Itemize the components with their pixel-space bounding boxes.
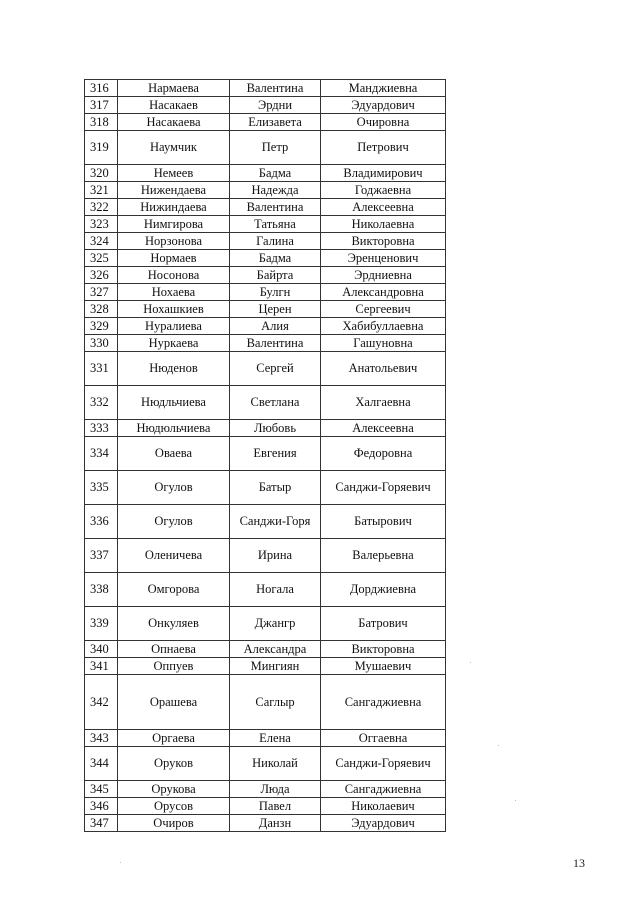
last-name-cell: Омгорова — [118, 573, 230, 607]
row-number-cell: 330 — [85, 335, 118, 352]
patronymic-cell: Мушаевич — [321, 658, 446, 675]
last-name-cell: Нормаев — [118, 250, 230, 267]
last-name-cell: Насакаева — [118, 114, 230, 131]
row-number-cell: 347 — [85, 815, 118, 832]
last-name-cell: Нижиндаева — [118, 199, 230, 216]
patronymic-cell: Валерьевна — [321, 539, 446, 573]
row-number-cell: 339 — [85, 607, 118, 641]
patronymic-cell: Эдуардович — [321, 815, 446, 832]
patronymic-cell: Гашуновна — [321, 335, 446, 352]
table-row — [85, 199, 446, 216]
last-name-cell: Орукова — [118, 781, 230, 798]
last-name-cell: Орусов — [118, 798, 230, 815]
row-number-cell: 334 — [85, 437, 118, 471]
table-row — [85, 815, 446, 832]
table-row — [85, 182, 446, 199]
table-row — [85, 216, 446, 233]
table-row — [85, 539, 446, 573]
first-name-cell: Елизавета — [230, 114, 321, 131]
row-number-cell: 320 — [85, 165, 118, 182]
last-name-cell: Наумчик — [118, 131, 230, 165]
row-number-cell: 328 — [85, 301, 118, 318]
first-name-cell: Ногала — [230, 573, 321, 607]
table-row — [85, 420, 446, 437]
patronymic-cell: Сангаджиевна — [321, 781, 446, 798]
scan-speck — [498, 745, 499, 746]
patronymic-cell: Владимирович — [321, 165, 446, 182]
first-name-cell: Светлана — [230, 386, 321, 420]
patronymic-cell: Петрович — [321, 131, 446, 165]
first-name-cell: Павел — [230, 798, 321, 815]
table-row — [85, 80, 446, 97]
patronymic-cell: Николаевич — [321, 798, 446, 815]
row-number-cell: 329 — [85, 318, 118, 335]
table-row — [85, 573, 446, 607]
patronymic-cell: Санджи-Горяевич — [321, 471, 446, 505]
row-number-cell: 325 — [85, 250, 118, 267]
table-row — [85, 318, 446, 335]
row-number-cell: 332 — [85, 386, 118, 420]
last-name-cell: Нохаева — [118, 284, 230, 301]
row-number-cell: 338 — [85, 573, 118, 607]
last-name-cell: Нюдюльчиева — [118, 420, 230, 437]
first-name-cell: Николай — [230, 747, 321, 781]
first-name-cell: Бадма — [230, 250, 321, 267]
patronymic-cell: Годжаевна — [321, 182, 446, 199]
patronymic-cell: Оггаевна — [321, 730, 446, 747]
patronymic-cell: Хабибуллаевна — [321, 318, 446, 335]
last-name-cell: Нуркаева — [118, 335, 230, 352]
table-row — [85, 747, 446, 781]
last-name-cell: Оппуев — [118, 658, 230, 675]
patronymic-cell: Николаевна — [321, 216, 446, 233]
last-name-cell: Оргаева — [118, 730, 230, 747]
row-number-cell: 342 — [85, 675, 118, 730]
page-number: 13 — [573, 856, 585, 870]
patronymic-cell: Викторовна — [321, 641, 446, 658]
table-row — [85, 641, 446, 658]
patronymic-cell: Эрдниевна — [321, 267, 446, 284]
row-number-cell: 336 — [85, 505, 118, 539]
last-name-cell: Нюденов — [118, 352, 230, 386]
row-number-cell: 317 — [85, 97, 118, 114]
first-name-cell: Бадма — [230, 165, 321, 182]
table-row — [85, 730, 446, 747]
table-row — [85, 352, 446, 386]
first-name-cell: Валентина — [230, 199, 321, 216]
table-row — [85, 335, 446, 352]
table-row — [85, 267, 446, 284]
table-row — [85, 781, 446, 798]
first-name-cell: Батыр — [230, 471, 321, 505]
row-number-cell: 318 — [85, 114, 118, 131]
patronymic-cell: Халгаевна — [321, 386, 446, 420]
patronymic-cell: Анатольевич — [321, 352, 446, 386]
table-row — [85, 284, 446, 301]
row-number-cell: 327 — [85, 284, 118, 301]
roster-table-body — [85, 80, 446, 832]
first-name-cell: Евгения — [230, 437, 321, 471]
table-row — [85, 131, 446, 165]
table-row — [85, 607, 446, 641]
first-name-cell: Ирина — [230, 539, 321, 573]
last-name-cell: Оваева — [118, 437, 230, 471]
last-name-cell: Нижендаева — [118, 182, 230, 199]
first-name-cell: Церен — [230, 301, 321, 318]
last-name-cell: Нимгирова — [118, 216, 230, 233]
table-row — [85, 165, 446, 182]
scan-speck — [120, 862, 121, 863]
table-row — [85, 658, 446, 675]
table-row — [85, 114, 446, 131]
row-number-cell: 345 — [85, 781, 118, 798]
table-row — [85, 471, 446, 505]
patronymic-cell: Сергеевич — [321, 301, 446, 318]
patronymic-cell: Алексеевна — [321, 199, 446, 216]
table-row — [85, 386, 446, 420]
patronymic-cell: Батырович — [321, 505, 446, 539]
last-name-cell: Очиров — [118, 815, 230, 832]
last-name-cell: Огулов — [118, 471, 230, 505]
patronymic-cell: Викторовна — [321, 233, 446, 250]
row-number-cell: 319 — [85, 131, 118, 165]
first-name-cell: Татьяна — [230, 216, 321, 233]
table-row — [85, 675, 446, 730]
first-name-cell: Сергей — [230, 352, 321, 386]
patronymic-cell: Очировна — [321, 114, 446, 131]
row-number-cell: 344 — [85, 747, 118, 781]
patronymic-cell: Санджи-Горяевич — [321, 747, 446, 781]
last-name-cell: Оленичева — [118, 539, 230, 573]
row-number-cell: 326 — [85, 267, 118, 284]
roster-table — [84, 79, 446, 832]
first-name-cell: Галина — [230, 233, 321, 250]
last-name-cell: Нармаева — [118, 80, 230, 97]
table-row — [85, 437, 446, 471]
table-row — [85, 250, 446, 267]
scan-speck — [470, 662, 471, 663]
patronymic-cell: Алексеевна — [321, 420, 446, 437]
row-number-cell: 331 — [85, 352, 118, 386]
first-name-cell: Саглыр — [230, 675, 321, 730]
patronymic-cell: Александровна — [321, 284, 446, 301]
row-number-cell: 341 — [85, 658, 118, 675]
row-number-cell: 346 — [85, 798, 118, 815]
table-row — [85, 233, 446, 250]
last-name-cell: Норзонова — [118, 233, 230, 250]
table-row — [85, 97, 446, 114]
last-name-cell: Немеев — [118, 165, 230, 182]
row-number-cell: 343 — [85, 730, 118, 747]
first-name-cell: Булгн — [230, 284, 321, 301]
row-number-cell: 333 — [85, 420, 118, 437]
first-name-cell: Александра — [230, 641, 321, 658]
patronymic-cell: Манджиевна — [321, 80, 446, 97]
first-name-cell: Любовь — [230, 420, 321, 437]
first-name-cell: Эрдни — [230, 97, 321, 114]
table-row — [85, 798, 446, 815]
last-name-cell: Оруков — [118, 747, 230, 781]
last-name-cell: Нюдльчиева — [118, 386, 230, 420]
last-name-cell: Нохашкиев — [118, 301, 230, 318]
last-name-cell: Огулов — [118, 505, 230, 539]
first-name-cell: Валентина — [230, 80, 321, 97]
last-name-cell: Насакаев — [118, 97, 230, 114]
patronymic-cell: Батрович — [321, 607, 446, 641]
patronymic-cell: Федоровна — [321, 437, 446, 471]
row-number-cell: 324 — [85, 233, 118, 250]
last-name-cell: Опнаева — [118, 641, 230, 658]
row-number-cell: 323 — [85, 216, 118, 233]
first-name-cell: Байрта — [230, 267, 321, 284]
first-name-cell: Алия — [230, 318, 321, 335]
patronymic-cell: Эдуардович — [321, 97, 446, 114]
scan-speck — [515, 800, 516, 801]
patronymic-cell: Сангаджиевна — [321, 675, 446, 730]
last-name-cell: Носонова — [118, 267, 230, 284]
patronymic-cell: Дорджиевна — [321, 573, 446, 607]
first-name-cell: Елена — [230, 730, 321, 747]
row-number-cell: 322 — [85, 199, 118, 216]
first-name-cell: Люда — [230, 781, 321, 798]
row-number-cell: 337 — [85, 539, 118, 573]
last-name-cell: Нуралиева — [118, 318, 230, 335]
first-name-cell: Валентина — [230, 335, 321, 352]
first-name-cell: Петр — [230, 131, 321, 165]
first-name-cell: Санджи-Горя — [230, 505, 321, 539]
row-number-cell: 316 — [85, 80, 118, 97]
row-number-cell: 340 — [85, 641, 118, 658]
first-name-cell: Данзн — [230, 815, 321, 832]
table-row — [85, 505, 446, 539]
first-name-cell: Мингиян — [230, 658, 321, 675]
patronymic-cell: Эренценович — [321, 250, 446, 267]
first-name-cell: Джангр — [230, 607, 321, 641]
row-number-cell: 321 — [85, 182, 118, 199]
table-row — [85, 301, 446, 318]
first-name-cell: Надежда — [230, 182, 321, 199]
last-name-cell: Онкуляев — [118, 607, 230, 641]
row-number-cell: 335 — [85, 471, 118, 505]
last-name-cell: Орашева — [118, 675, 230, 730]
